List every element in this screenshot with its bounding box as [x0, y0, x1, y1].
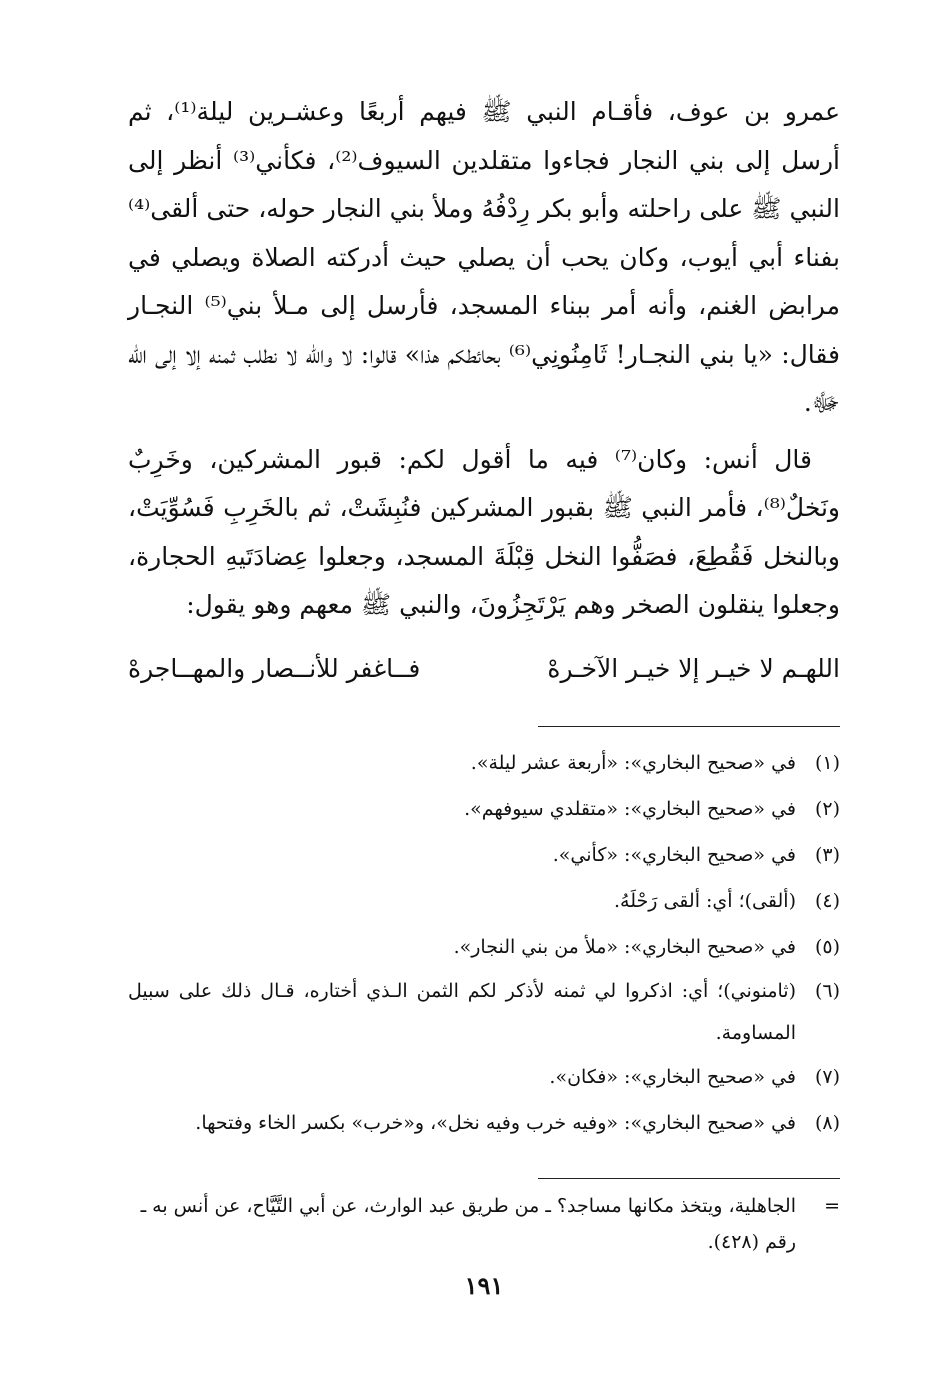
verse-second-hemistich: فــاغفر للأنــصار والمهــاجرهْ [128, 653, 421, 683]
continuation-text: الجاهلية، ويتخذ مكانها مساجد؟ ـ من طريق عبد الوارث، عن أبي التَّيَّاح، عن أنس به ـ رقم (٤٢٨). [140, 1195, 796, 1253]
footnote-number: (١) [814, 752, 840, 774]
page-number: ١٩١ [464, 1271, 504, 1300]
footnote [128, 1100, 840, 1146]
footnote-text: في «صحيح البخاري»: «فكان». [549, 1066, 796, 1088]
footnotes [128, 740, 840, 1146]
footnote-text: (ألقى)؛ أي: ألقى رَحْلَهُ. [613, 890, 796, 912]
footnote-text: في «صحيح البخاري»: «أربعة عشر ليلة». [470, 752, 796, 774]
paragraph-1: عمرو بن عوف، فأقـام النبي ﷺ فيهم أربعًا وعشـرين ليلة⁽¹⁾، ثم أرسل إلى بني النجار فجاءوا متقلدين السيوف⁽²⁾، فكأني⁽³⁾ أنظر إلى النبي ﷺ على راحلته وأبو بكر رِدْفُهُ وملأ بني النجار حوله، حتى ألقى⁽⁴⁾ بفناء أبي أيوب، وكان يحب أن يصلي حيث أدركته الصلاة ويصلي في مرابض الغنم، وأنه أمر ببناء المسجد، فأرسل إلى مـلأ بني⁽⁵⁾ النجـار فقال: «يا بني النجـار! ثَامِنُونِي⁽⁶⁾ بحائطكم هذا» قالوا: لا والله لا نطلب ثمنه إلا إلى الله ﷻ. [128, 97, 841, 417]
footnote-number: (٦) [814, 980, 840, 1002]
footnote [128, 878, 840, 924]
footnote-number: (٤) [814, 890, 840, 912]
footnote [128, 924, 840, 970]
paragraph-2: قال أنس: وكان⁽⁷⁾ فيه ما أقول لكم: قبور المشركين، وخَرِبٌ ونَخلٌ⁽⁸⁾، فأمر النبي ﷺ بقبور المشركين فنُبِشَتْ، ثم بالخَرِبِ فَسُوِّيَتْ، وبالنخل فَقُطِعَ، فصَفُّوا النخل قِبْلَةَ المسجد، وجعلوا عِضادَتَيهِ الحجارة، وجعلوا ينقلون الصخر وهم يَرْتَجِزُونَ، والنبي ﷺ معهم وهو يقول: [128, 444, 840, 619]
footnote-text: في «صحيح البخاري»: «وفيه خرب وفيه نخل»، و«خرب» بكسر الخاء وفتحها. [195, 1112, 796, 1134]
footnote-number: (٨) [814, 1112, 840, 1134]
footnote-text: في «صحيح البخاري»: «كأني». [552, 844, 796, 866]
footnote-number: (٢) [814, 798, 840, 820]
verse-first-hemistich: اللهـم لا خيـر إلا خيـر الآخـرهْ [547, 653, 840, 683]
footnote-number: (٧) [814, 1066, 840, 1088]
page [128, 88, 841, 1300]
footnote [128, 740, 840, 786]
continued-footnote [128, 1188, 840, 1260]
main-text [128, 88, 840, 630]
footnote-text: (ثامنوني)؛ أي: اذكروا لي ثمنه لأذكر لكم الثمن الـذي أختاره، قـال ذلك على سبيل المساومة. [128, 980, 796, 1044]
footnote-number: (٣) [814, 844, 840, 866]
continuation-mark: = [824, 1195, 840, 1217]
footnote-number: (٥) [814, 936, 840, 958]
footnote-text: في «صحيح البخاري»: «متقلدي سيوفهم». [464, 798, 796, 820]
footnote [128, 786, 840, 832]
footnote [128, 970, 840, 1054]
poetry-verse [128, 654, 840, 698]
footnote [128, 832, 840, 878]
footnote [128, 1054, 840, 1100]
footnote-text: في «صحيح البخاري»: «ملأ من بني النجار». [453, 936, 796, 958]
